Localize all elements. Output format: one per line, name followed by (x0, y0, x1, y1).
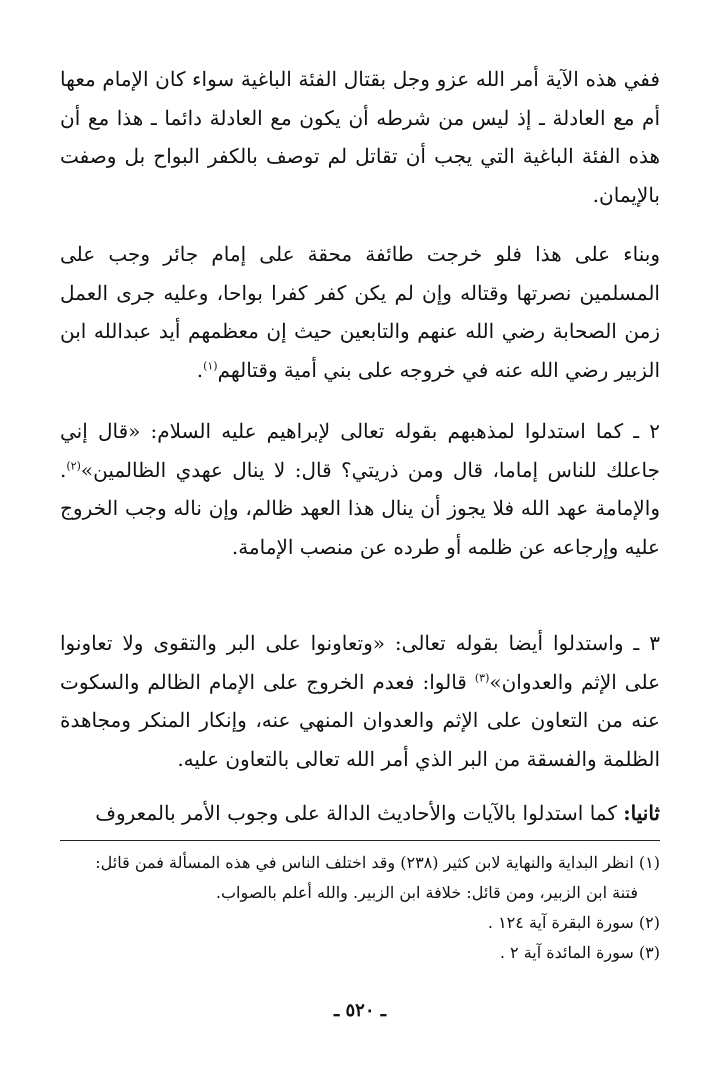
paragraph-2-end: . (196, 357, 204, 382)
footnote-ref-1: (١) (203, 358, 218, 372)
paragraph-3-text: ٢ ـ كما استدلوا لمذهبهم بقوله تعالى لإبراهيم عليه السلام: «قال إني جاعلك للناس إماما، قال ومن ذريتي؟ قال: لا ينال عهدي الظالمين» (60, 419, 660, 482)
paragraph-companions-practice (60, 235, 660, 389)
footnote-2 (60, 908, 660, 938)
paragraph-3-end: . والإمامة عهد الله فلا يجوز أن ينال هذا العهد ظالم، وإن ناله وجب الخروج عليه وإرجاعه عن ظلمه أو طرده عن منصب الإمامة. (60, 457, 660, 559)
footnote-divider (60, 840, 660, 841)
footnote-1-line-2: فتنة ابن الزبير، ومن قائل: خلافة ابن الزبير. والله أعلم بالصواب. (215, 883, 638, 902)
footnote-1-line-1: (١) انظر البداية والنهاية لابن كثير (٢٣٨) وقد اختلف الناس في هذه المسألة فمن قائل: (95, 853, 660, 872)
paragraph-4-end: قالوا: فعدم الخروج على الإمام الظالم والسكوت عنه من التعاون على الإثم والعدوان المنهي عنه، وإنكار المنكر ومجاهدة الظلمة والفسقة من البر الذي أمر الله تعالى بالتعاون عليه. (60, 669, 660, 771)
footnote-1 (60, 848, 660, 878)
paragraph-argument-3 (60, 624, 660, 778)
footnote-2-text: (٢) سورة البقرة آية ١٢٤ . (487, 913, 660, 932)
footnote-1-continuation (60, 878, 660, 908)
paragraph-argument-2 (60, 412, 660, 566)
footnote-3-text: (٣) سورة المائدة آية ٢ . (499, 943, 660, 962)
page-number: ـ ٥٢٠ ـ (333, 1000, 387, 1021)
paragraph-1-text: ففي هذه الآية أمر الله عزو وجل بقتال الفئة الباغية سواء كان الإمام معها أم مع العادلة ـ إذ ليس من شرطه أن يكون مع العادلة دائما ـ هذا مع أن هذه الفئة الباغية التي يجب أن تقاتل لم توصف بالكفر البواح بل وصفت بالإيمان. (60, 67, 660, 207)
paragraph-5-text: كما استدلوا بالآيات والأحاديث الدالة على وجوب الأمر بالمعروف (95, 801, 624, 825)
paragraph-bughat-verse (60, 60, 660, 214)
paragraph-2-text: وبناء على هذا فلو خرجت طائفة محقة على إمام جائر وجب على المسلمين نصرتها وقتاله وإن لم يكن كفر كفرا بواحا، وعليه جرى العمل زمن الصحابة رضي الله عنهم والتابعين حيث إن معظمهم أيد عبدالله ابن الزبير رضي الله عنه في خروجه على بني أمية وقتالهم (60, 242, 660, 382)
footnotes-section (60, 848, 660, 968)
paragraph-4-text: ٣ ـ واستدلوا أيضا بقوله تعالى: «وتعاونوا على البر والتقوى ولا تعاونوا على الإثم والعدوان» (60, 631, 660, 694)
footnote-ref-3: (٣) (474, 670, 490, 684)
secondly-heading: ثانيا: (623, 801, 660, 825)
footnote-ref-2: (٢) (66, 458, 81, 472)
footnote-3 (60, 938, 660, 968)
paragraph-secondly (60, 794, 660, 833)
